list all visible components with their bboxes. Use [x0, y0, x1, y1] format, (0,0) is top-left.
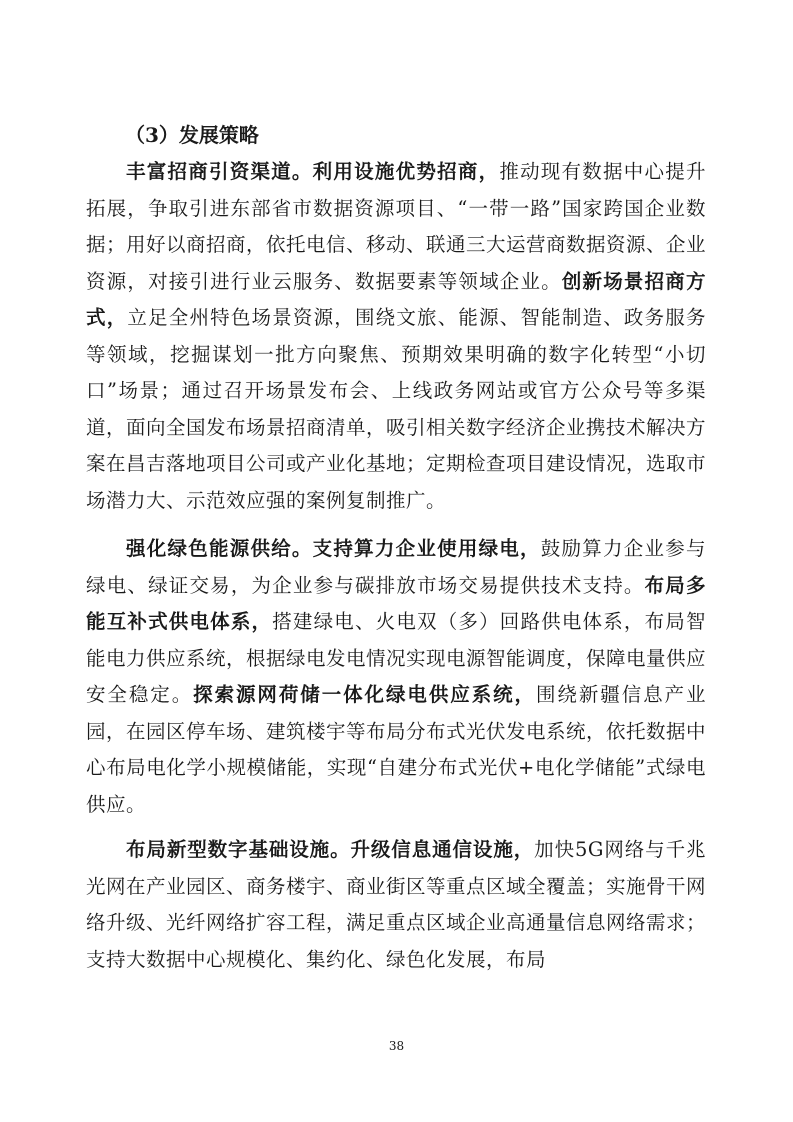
paragraph-green-energy — [86, 531, 706, 823]
bold-phrase: 丰富招商引资渠道。利用设施优势招商， — [126, 160, 500, 183]
body-text: 搭建绿电、火电双（多）回路供电体系，布局智能电力供应系统，根据绿电发电情况实现电源智能调度，保障电量供应安全稳定。 — [86, 610, 707, 706]
body-text: 立足全州特色场景资源，围绕文旅、能源、智能制造、政务服务等领域，挖掘谋划一批方向聚焦、预期效果明确的数字化转型“小切口”场景；通过召开场景发布会、上线政务网站或官方公众号等多渠道，面向全国发布场景招商清单，吸引相关数字经济企业携技术解决方案在昌吉落地项目公司或产业化基地；定期检查项目建设情况，选取市场潜力大、示范效应强的案例复制推广。 — [86, 306, 707, 512]
section-heading: （3）发展策略 — [125, 123, 259, 147]
body-text: 推动现有数据中心提升拓展，争取引进东部省市数据资源项目、“一带一路”国家跨国企业数据；用好以商招商，依托电信、移动、联通三大运营商数据资源、企业资源，对接引进行业云服务、数据要素等领域企业。 — [86, 160, 707, 293]
paragraph-investment-channels — [86, 154, 706, 519]
bold-phrase: 布局新型数字基础设施。升级信息通信设施， — [126, 838, 535, 861]
body-text: 围绕新疆信息产业园，在园区停车场、建筑楼宇等布局分布式光伏发电系统，依托数据中心布局电化学小规模储能，实现“自建分布式光伏+电化学储能”式绿电供应。 — [86, 683, 707, 816]
page-number: 38 — [388, 1039, 405, 1053]
body-text: 加快5G网络与千兆光网在产业园区、商务楼宇、商业街区等重点区域全覆盖；实施骨干网络升级、光纤网络扩容工程，满足重点区域企业高通量信息网络需求；支持大数据中心规模化、集约化、绿色化发展，布局 — [86, 838, 707, 971]
bold-phrase: 强化绿色能源供给。支持算力企业使用绿电， — [126, 537, 541, 560]
bold-phrase: 探索源网荷储一体化绿电供应系统， — [193, 683, 536, 706]
body-text: 鼓励算力企业参与绿电、绿证交易，为企业参与碳排放市场交易提供技术支持。 — [86, 537, 706, 597]
bold-phrase: 创新场景招商方式， — [86, 269, 706, 329]
bold-phrase: 布局多能互补式供电体系， — [86, 573, 706, 633]
paragraph-digital-infrastructure — [86, 832, 706, 978]
